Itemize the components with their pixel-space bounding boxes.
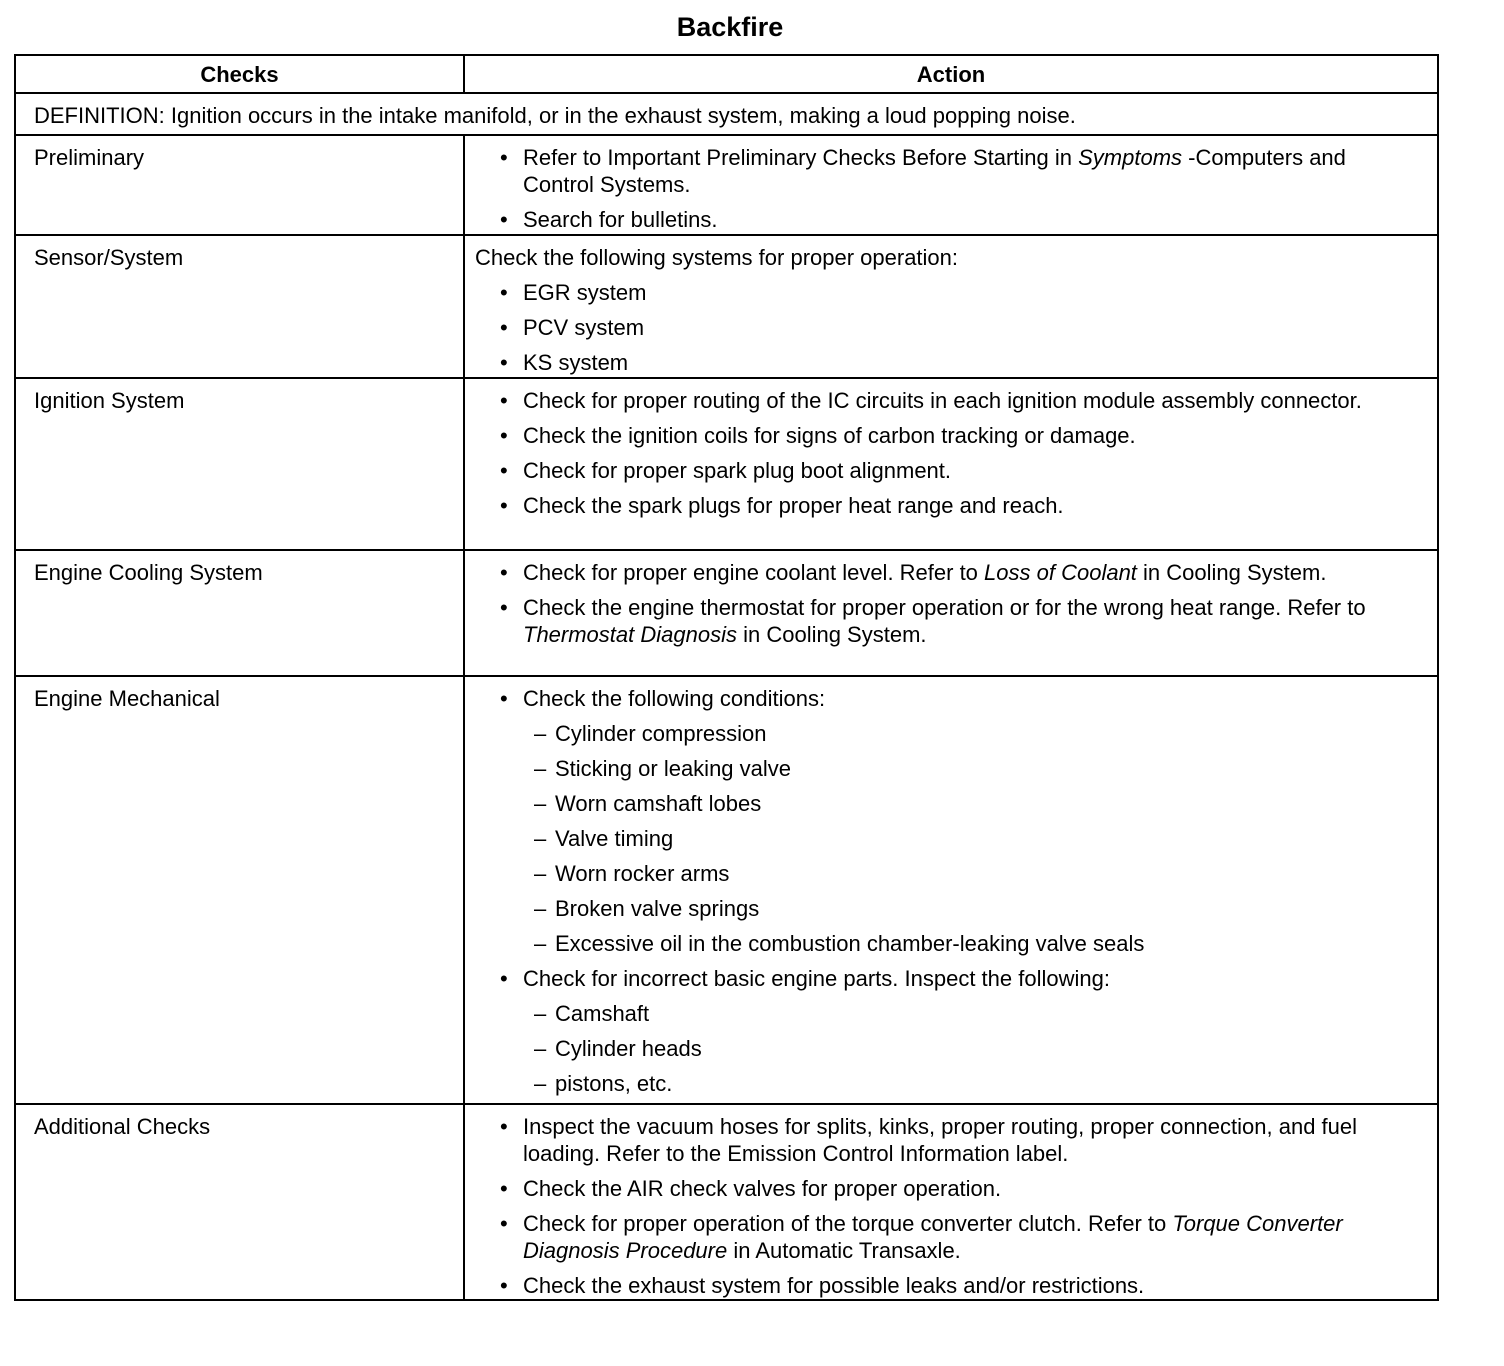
sub-list-item bbox=[475, 790, 1417, 817]
bullet-item bbox=[475, 594, 1417, 648]
bullet-item bbox=[475, 1272, 1417, 1299]
text-segment: Check for proper spark plug boot alignment. bbox=[523, 458, 952, 483]
bullet-item bbox=[475, 1113, 1417, 1167]
header-checks: Checks bbox=[15, 55, 464, 93]
text-segment: Check the following conditions: bbox=[523, 686, 826, 711]
bullet-item bbox=[475, 1210, 1417, 1264]
bullet-item bbox=[475, 492, 1417, 519]
check-cell: Preliminary bbox=[15, 135, 464, 235]
text-segment: PCV system bbox=[523, 315, 645, 340]
text-segment: Check for proper operation of the torque converter clutch. Refer to bbox=[523, 1211, 1173, 1236]
reference-title: Loss of Coolant bbox=[984, 560, 1137, 585]
table-row bbox=[15, 1104, 1438, 1300]
action-cell bbox=[464, 235, 1438, 378]
table-row bbox=[15, 378, 1438, 550]
sub-list-item bbox=[475, 720, 1417, 747]
header-row bbox=[15, 55, 1438, 93]
text-segment: Cylinder heads bbox=[555, 1036, 702, 1061]
sub-list-item bbox=[475, 930, 1417, 957]
sub-list-item bbox=[475, 1070, 1417, 1097]
sub-list-item bbox=[475, 895, 1417, 922]
action-paragraph bbox=[475, 244, 1417, 271]
text-segment: in Automatic Transaxle. bbox=[727, 1238, 961, 1263]
check-cell: Additional Checks bbox=[15, 1104, 464, 1300]
sub-list-item bbox=[475, 755, 1417, 782]
definition-text: DEFINITION: Ignition occurs in the intake manifold, or in the exhaust system, making a loud popping noise. bbox=[15, 93, 1438, 135]
text-segment: Excessive oil in the combustion chamber-leaking valve seals bbox=[555, 931, 1145, 956]
text-segment: Camshaft bbox=[555, 1001, 650, 1026]
action-cell bbox=[464, 1104, 1438, 1300]
text-segment: Refer to Important Preliminary Checks Before Starting in bbox=[523, 145, 1079, 170]
sub-list-item bbox=[475, 1000, 1417, 1027]
text-segment: pistons, etc. bbox=[555, 1071, 673, 1096]
bullet-item bbox=[475, 349, 1417, 376]
text-segment: Valve timing bbox=[555, 826, 674, 851]
table-row bbox=[15, 550, 1438, 676]
text-segment: Worn camshaft lobes bbox=[555, 791, 762, 816]
text-segment: in Cooling System. bbox=[1136, 560, 1327, 585]
sub-list-item bbox=[475, 860, 1417, 887]
text-segment: Check the exhaust system for possible leaks and/or restrictions. bbox=[523, 1273, 1145, 1298]
reference-title: Torque Converter Diagnosis Procedure bbox=[523, 1211, 1343, 1263]
text-segment: Check the engine thermostat for proper operation or for the wrong heat range. Refer to bbox=[523, 595, 1366, 620]
reference-title: Thermostat Diagnosis bbox=[523, 622, 737, 647]
table-row bbox=[15, 235, 1438, 378]
action-cell bbox=[464, 676, 1438, 1104]
table-row bbox=[15, 676, 1438, 1104]
header-action: Action bbox=[464, 55, 1438, 93]
check-cell: Ignition System bbox=[15, 378, 464, 550]
action-cell bbox=[464, 378, 1438, 550]
text-segment: Broken valve springs bbox=[555, 896, 760, 921]
text-segment: in Cooling System. bbox=[736, 622, 927, 647]
text-segment: Check for proper routing of the IC circuits in each ignition module assembly connector. bbox=[523, 388, 1362, 413]
check-cell: Engine Cooling System bbox=[15, 550, 464, 676]
bullet-item bbox=[475, 144, 1417, 198]
bullet-item bbox=[475, 314, 1417, 341]
bullet-item bbox=[475, 685, 1417, 712]
reference-title: Symptoms bbox=[1078, 145, 1183, 170]
text-segment: -Computers and Control Systems. bbox=[523, 145, 1346, 197]
action-cell bbox=[464, 550, 1438, 676]
text-segment: Check the AIR check valves for proper operation. bbox=[523, 1176, 1002, 1201]
sub-list-item bbox=[475, 825, 1417, 852]
text-segment: Search for bulletins. bbox=[523, 207, 718, 232]
action-cell bbox=[464, 135, 1438, 235]
bullet-item bbox=[475, 206, 1417, 233]
bullet-item bbox=[475, 457, 1417, 484]
page-title: Backfire bbox=[676, 12, 784, 42]
text-segment: Check for incorrect basic engine parts. Inspect the following: bbox=[523, 966, 1110, 991]
text-segment: Sticking or leaking valve bbox=[555, 756, 792, 781]
check-cell: Engine Mechanical bbox=[15, 676, 464, 1104]
text-segment: Check the ignition coils for signs of carbon tracking or damage. bbox=[523, 423, 1136, 448]
bullet-item bbox=[475, 965, 1417, 992]
text-segment: Check the spark plugs for proper heat range and reach. bbox=[523, 493, 1064, 518]
bullet-item bbox=[475, 279, 1417, 306]
text-segment: Cylinder compression bbox=[555, 721, 767, 746]
text-segment: KS system bbox=[523, 350, 629, 375]
bullet-item bbox=[475, 387, 1417, 414]
definition-row bbox=[15, 93, 1438, 135]
text-segment: Worn rocker arms bbox=[555, 861, 730, 886]
text-segment: Check the following systems for proper operation: bbox=[475, 245, 959, 270]
bullet-item bbox=[475, 422, 1417, 449]
sub-list-item bbox=[475, 1035, 1417, 1062]
text-segment: Check for proper engine coolant level. Refer to bbox=[523, 560, 985, 585]
bullet-item bbox=[475, 559, 1417, 586]
bullet-item bbox=[475, 1175, 1417, 1202]
text-segment: Inspect the vacuum hoses for splits, kinks, proper routing, proper connection, and fuel loading. Refer to the Emission Control Information label. bbox=[523, 1114, 1358, 1166]
check-cell: Sensor/System bbox=[15, 235, 464, 378]
text-segment: EGR system bbox=[523, 280, 647, 305]
table-row bbox=[15, 135, 1438, 235]
diagnosis-table bbox=[14, 54, 1439, 1301]
